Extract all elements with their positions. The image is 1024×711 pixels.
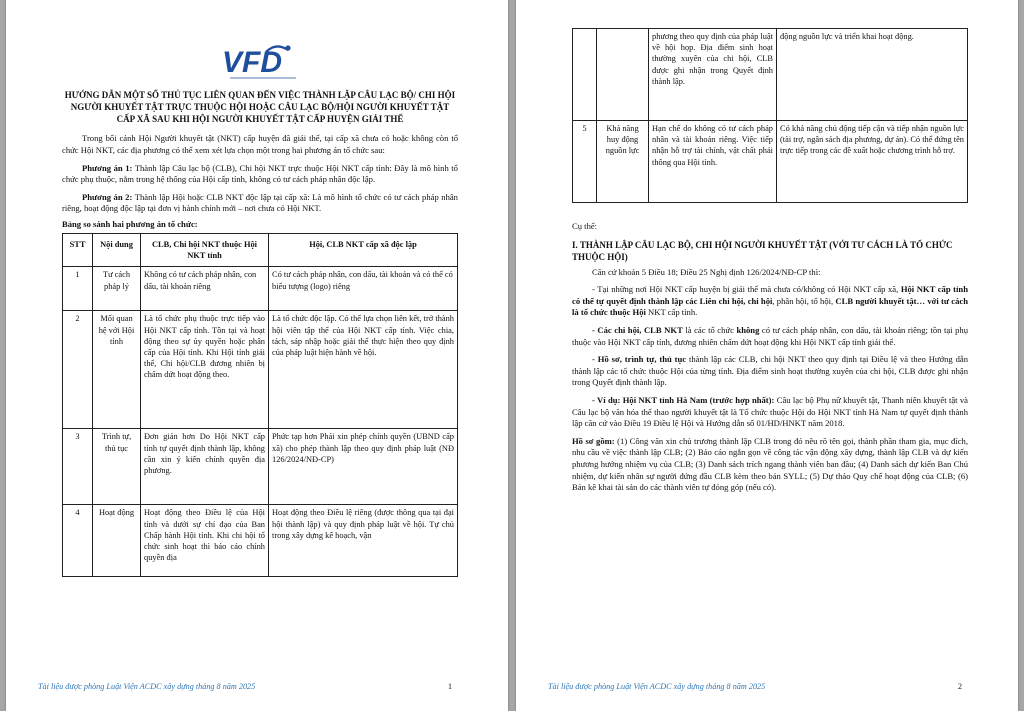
row-stt: 2: [63, 311, 93, 429]
row-stt: 3: [63, 429, 93, 505]
documents-paragraph: [572, 436, 968, 494]
cu-the-label: Cụ thể:: [572, 221, 598, 231]
bullet-1-bold: Hội NKT cấp tỉnh có thể tự quyết định thành lập các Liên chi hội, chi hội: [572, 284, 968, 306]
row-option-a: phương theo quy định của pháp luật về hội họp. Địa điểm sinh hoạt thường xuyên của chi hội, CLB được ghi nhận trong Quyết định thành lập.: [649, 29, 777, 121]
header-option-b: Hội, CLB NKT cấp xã độc lập: [269, 233, 458, 266]
bullet-2-mid: là các tổ chức: [682, 324, 737, 335]
bullet-1-mid: , phân hội, tổ hội,: [772, 295, 836, 306]
row-option-a: Hoạt động theo Điều lệ của Hội tỉnh và dưới sự chỉ đạo của Ban Chấp hành Hội tỉnh. Khi chi hội tổ chức sinh hoạt thì báo cáo chính quyền địa: [141, 505, 269, 577]
row-option-a: Đơn giản hơn Do Hội NKT cấp tỉnh tự quyết định thành lập, không cần xin ý kiến chính quyền địa phương.: [141, 429, 269, 505]
row-topic: Hoạt động: [93, 505, 141, 577]
row-topic: Tư cách pháp lý: [93, 267, 141, 311]
example-text: Câu lạc bộ Phụ nữ khuyết tật, Thanh niên khuyết tật và Câu lạc bộ văn hóa thể thao người khuyết tật là Tổ chức thuộc Hội do Hội NKT tỉnh Hà Nam tự quyết định thành lập căn cứ vào Điều 19 Điều lệ Hội và Hướng dẫn số 01/HD/HNKT năm 2018.: [572, 394, 968, 429]
row-option-a: Không có tư cách pháp nhân, con dấu, tài khoản riêng: [141, 267, 269, 311]
table-row: [63, 429, 458, 505]
option-2-paragraph: [62, 192, 458, 215]
row-option-a: Là tổ chức phụ thuộc trực tiếp vào Hội NKT cấp tỉnh. Tồn tại và hoạt động theo sự ủy quyền hoặc phân cấp của Hội tỉnh. Khi Hội tỉnh giải thể, Chi hội/CLB đương nhiên bị chấm dứt hoạt động theo.: [141, 311, 269, 429]
option-1-paragraph: [62, 163, 458, 186]
page-number: 2: [957, 682, 962, 691]
table-row: [63, 311, 458, 429]
bullet-2-bold: - Các chi hội, CLB NKT: [592, 324, 683, 335]
row-option-b: Là tổ chức độc lập. Có thể lựa chọn liên kết, trở thành hội viên tập thể của Hội NKT cấp tỉnh. Việc chia, tách, sáp nhập hoặc giải thể thực hiện theo quy định của pháp luật hiện hành về hội.: [269, 311, 458, 429]
row-option-a: Hạn chế do không có tư cách pháp nhân và tài khoản riêng. Việc tiếp nhận hỗ trợ tài chính, vật chất phải thông qua Hội tỉnh.: [649, 121, 777, 203]
bullet-3-post: thành lập các CLB, chi hội NKT theo quy định tại Điều lệ và theo Hướng dẫn thành lập các tổ chức thuộc Hội của từng tỉnh. Địa điểm sinh hoạt thường xuyên của chi hội, CLB được ghi nhận trong Quyết định thành lập.: [572, 354, 969, 388]
table-row: [63, 267, 458, 311]
example-paragraph: [572, 395, 968, 430]
option-1-text: Thành lập Câu lạc bộ (CLB), Chi hội NKT trực thuộc Hội NKT cấp tỉnh: Đây là mô hình tổ chức phụ thuộc, nằm trong hệ thống của Hội cấp tỉnh, không có tư cách pháp nhân độc lập.: [62, 162, 458, 185]
table-row: [573, 121, 968, 203]
page-footer: Tài liệu được phòng Luật Viện ACDC xây dựng tháng 8 năm 2025: [38, 682, 256, 691]
document-title: HƯỚNG DẪN MỘT SỐ THỦ TỤC LIÊN QUAN ĐẾN VIỆC THÀNH LẬP CÂU LẠC BỘ/ CHI HỘI NGƯỜI KHUYẾT TẬT TRỰC THUỘC HỘI HOẶC CÂU LẠC BỘ/HỘI NGƯỜI KHUYẾT TẬT CẤP XÃ SAU KHI HỘI NGƯỜI KHUYẾT TẬT CẤP HUYỆN GIẢI THỂ: [64, 90, 456, 124]
row-stt: [573, 29, 597, 121]
row-option-b: Phức tạp hơn Phải xin phép chính quyền (UBND cấp xã) cho phép thành lập theo quy định pháp luật (NĐ 126/2024/NĐ-CP): [269, 429, 458, 505]
bullet-3-bold: - Hồ sơ, trình tự, thủ tục: [592, 354, 687, 365]
row-option-b: Có khả năng chủ động tiếp cận và tiếp nhận nguồn lực (tài trợ, ngân sách địa phương, dự án). Có thể đứng tên trực tiếp trong các đề xuất hoặc chương trình hỗ trợ.: [777, 121, 968, 203]
bullet-2-post: có tư cách pháp nhân, con dấu, tài khoản riêng; tồn tại phụ thuộc vào Hội NKT cấp tỉnh, đương nhiên chấm dứt hoạt động khi Hội NKT cấp tỉnh giải thể.: [572, 324, 969, 347]
row-option-b: động nguồn lực và triển khai hoạt động.: [777, 29, 968, 121]
bullet-1-bold-2: CLB người khuyết tật… với tư cách là tổ chức thuộc Hội: [572, 295, 968, 318]
header-stt: STT: [63, 233, 93, 266]
option-1-label: Phương án 1:: [82, 162, 133, 173]
row-topic: [597, 29, 649, 121]
intro-paragraph: Trong bối cảnh Hội Người khuyết tật (NKT) cấp huyện đã giải thể, tại cấp xã chưa có hoặc không còn tổ chức Hội NKT, các địa phương có thể xem xét lựa chọn một trong hai phương án tổ chức sau:: [62, 133, 458, 155]
documents-text: (1) Công văn xin chủ trương thành lập CLB trong đó nêu rõ tên gọi, thành phần tham gia, mục đích, nhu cầu về việc thành lập CLB; (2) Báo cáo ngắn gọn về công tác vận động xây dựng, thành lập CLB và dự kiến phương hướng nhiệm vụ của CLB; (3) Danh sách trích ngang thành viên ban đầu; (4) Danh sách dự kiến Ban Chủ nhiệm, dự kiến nhân sự người đứng đầu CLB kèm theo bản SYLL; (5) Dự thảo Quy chế hoạt động của CLB; (6) Bản kê khai tài sản do các thành viên tự đóng góp (nếu có).: [572, 435, 968, 493]
bullet-1-pre: - Tại những nơi Hội NKT cấp huyện bị giải thể mà chưa có/không có Hội NKT cấp xã,: [592, 284, 901, 295]
section-heading-1: I. THÀNH LẬP CÂU LẠC BỘ, CHI HỘI NGƯỜI KHUYẾT TẬT (VỚI TƯ CÁCH LÀ TỔ CHỨC THUỘC HỘI): [572, 239, 953, 262]
row-option-b: Hoạt động theo Điều lệ riêng (được thông qua tại đại hội thành lập) và quy định pháp luật về hội. Tự chủ trong xây dựng kế hoạch, vận: [269, 505, 458, 577]
vfd-logo: [62, 38, 458, 86]
header-option-a: CLB, Chi hội NKT thuộc Hội NKT tỉnh: [141, 233, 269, 266]
bullet-3: [572, 354, 968, 389]
documents-bold: Hồ sơ gồm:: [572, 435, 615, 446]
example-bold: - Ví dụ: Hội NKT tỉnh Hà Nam (trước hợp nhất):: [592, 394, 775, 405]
document-page-1: [6, 0, 508, 711]
bullet-1: [572, 284, 968, 319]
bullet-2: [572, 325, 968, 348]
row-topic: Mối quan hệ với Hội tỉnh: [93, 311, 141, 429]
row-topic: Trình tự, thủ tục: [93, 429, 141, 505]
logo-text: VFD: [222, 46, 282, 79]
comparison-table: [62, 233, 458, 577]
row-stt: 4: [63, 505, 93, 577]
row-stt: 5: [573, 121, 597, 203]
legal-basis: Căn cứ khoản 5 Điều 18; Điều 25 Nghị định 126/2024/NĐ-CP thì:: [592, 266, 821, 277]
table-header-row: [63, 233, 458, 266]
table-row: [573, 29, 968, 121]
comparison-table-title: Bảng so sánh hai phương án tổ chức:: [62, 218, 198, 229]
page-footer: Tài liệu được phòng Luật Viện ACDC xây dựng tháng 8 năm 2025: [548, 682, 766, 691]
bullet-2-bold-2: không: [736, 324, 760, 335]
option-2-text: Thành lập Hội hoặc CLB NKT độc lập tại cấp xã: Là mô hình tổ chức có tư cách pháp nhân riêng, hoạt động độc lập tại đơn vị hành chính mới – nơi chưa có Hội NKT.: [62, 191, 458, 214]
comparison-table-continued: [572, 28, 968, 203]
bullet-1-post: NKT cấp tỉnh.: [645, 307, 698, 318]
row-topic: Khả năng huy động nguồn lực: [597, 121, 649, 203]
header-topic: Nội dung: [93, 233, 141, 266]
row-stt: 1: [63, 267, 93, 311]
page-number: 1: [447, 682, 452, 691]
row-option-b: Có tư cách pháp nhân, con dấu, tài khoản và có thể có biểu tượng (logo) riêng: [269, 267, 458, 311]
document-page-2: [516, 0, 1018, 711]
table-row: [63, 505, 458, 577]
option-2-label: Phương án 2:: [82, 191, 133, 202]
